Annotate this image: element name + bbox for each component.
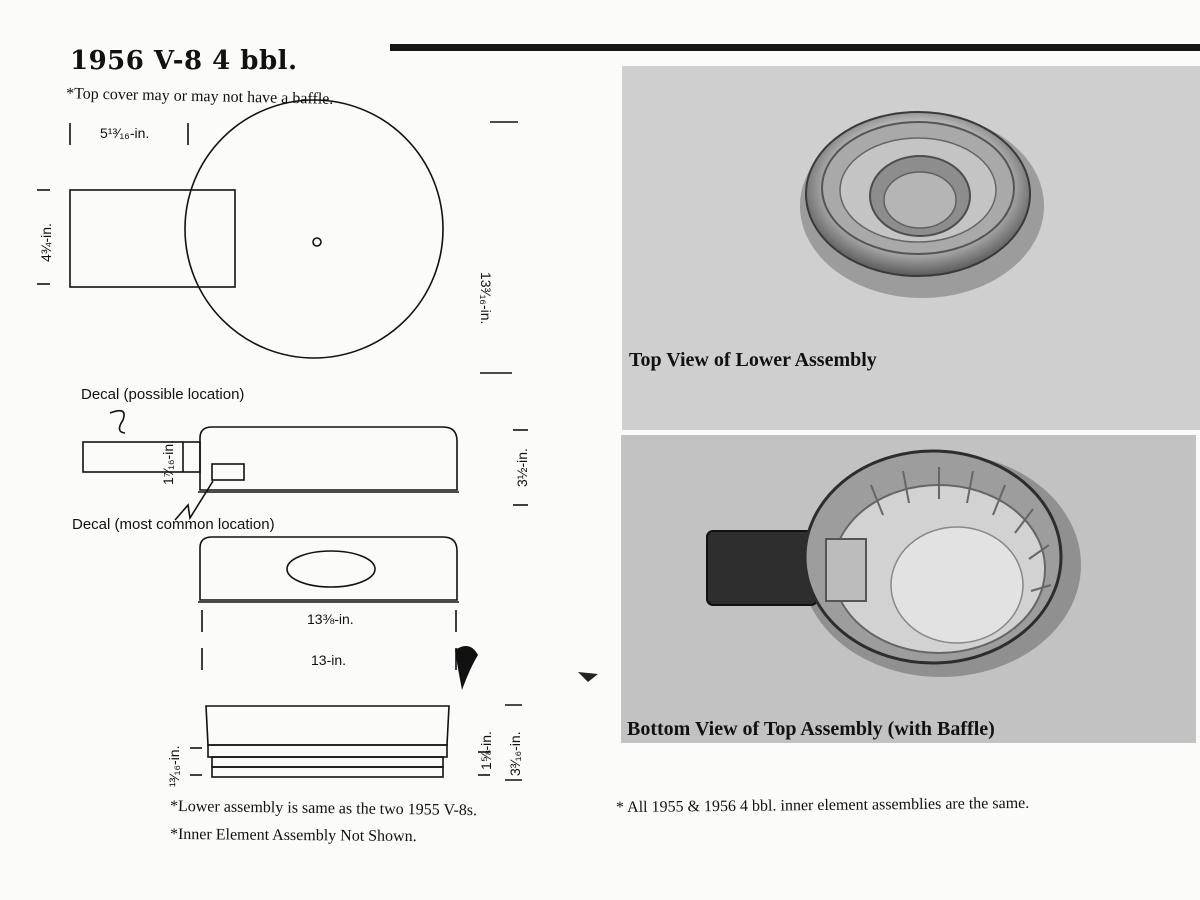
lower-assembly-side (206, 706, 449, 745)
snorkel-top-outline (70, 190, 235, 287)
footnote-lower-same: *Lower assembly is same as the two 1955 V-8s. (169, 797, 478, 820)
footnote-inner-same: * All 1955 & 1956 4 bbl. inner element assemblies are the same. (615, 794, 1030, 817)
decal-common-box (212, 464, 244, 480)
caption-top-view: Top View of Lower Assembly (629, 349, 877, 371)
decal-possible-arrow (110, 411, 125, 433)
top-assembly-front (200, 537, 457, 600)
footnote-inner-not-shown: *Inner Element Assembly Not Shown. (169, 825, 417, 846)
dim-lower-inner: 13-in. (311, 652, 347, 668)
dim-base-rim: 1⅝-in. (478, 731, 494, 770)
top-cover-outline (185, 100, 443, 358)
decal-possible-label: Decal (possible location) (81, 386, 245, 403)
baffle-note: *Top cover may or may not have a baffle. (65, 85, 334, 108)
center-hole (313, 238, 321, 246)
scan-blemish (578, 672, 598, 682)
photo-top-view-lower-assembly (622, 66, 1200, 430)
dim-base-lip: ¹³⁄₁₆-in. (166, 745, 182, 787)
scan-blemish (455, 646, 478, 690)
dim-base-total: 3³⁄₁₆-in. (507, 731, 523, 776)
photo-bottom-view-top-assembly (621, 435, 1196, 743)
dim-diameter: 13³⁄₁₆-in. (478, 272, 494, 325)
dim-lower-width: 13⅜-in. (307, 611, 354, 627)
page-title: 1956 V-8 4 bbl. (70, 46, 298, 76)
caption-bottom-view: Bottom View of Top Assembly (with Baffle) (627, 718, 995, 740)
dim-top-height: 4¾-in. (38, 223, 54, 262)
dim-snorkel-height: 1⁷⁄₁₆-in. (160, 439, 176, 485)
dim-side-height: 3½-in. (514, 448, 530, 487)
decal-common-arrow (175, 481, 213, 520)
dim-top-width: 5¹³⁄₁₆-in. (100, 125, 150, 141)
oval-emblem (287, 551, 375, 587)
decal-common-label: Decal (most common location) (72, 516, 275, 533)
